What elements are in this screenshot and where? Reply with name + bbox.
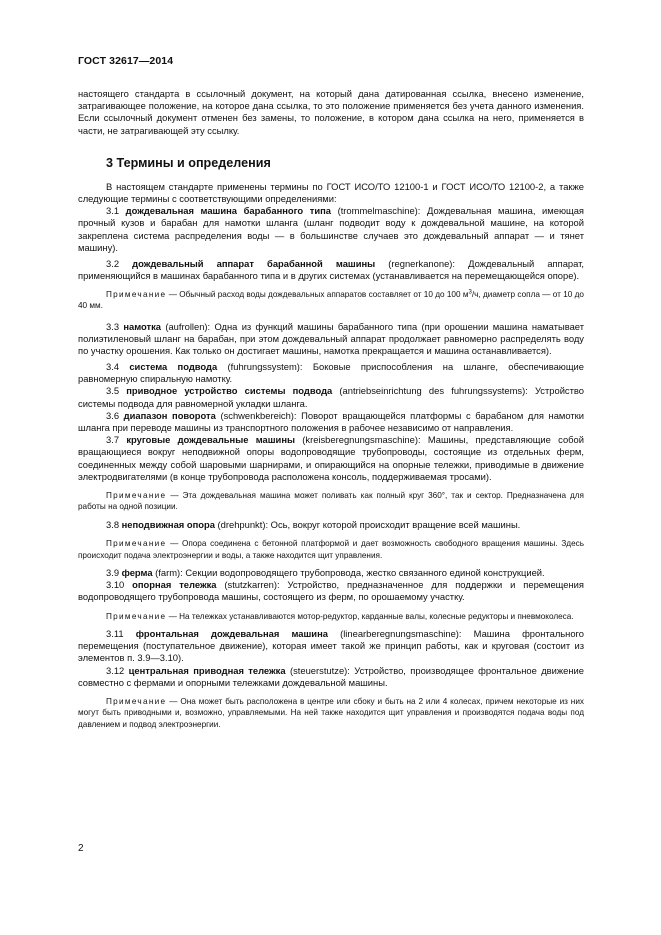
- term-definition: (trommelmaschine): Дождевальная машина, имеющая прочный кузов и барабан для намотки шланга (шланг подводит воду к дождевальной машине, на которой закреплена система распределения воды — в большинстве случаев это дождевальный аппарат — и тянет машину).: [78, 205, 584, 253]
- term-number: 3.12: [106, 664, 129, 676]
- term-name: круговые дождевальные машины: [126, 434, 295, 446]
- term-number: 3.10: [106, 579, 133, 591]
- note-label: Примечание: [106, 611, 167, 621]
- term-name: дождевальная машина барабанного типа: [125, 205, 331, 217]
- term-3-8: [78, 519, 584, 531]
- page-content: [78, 88, 584, 730]
- term-definition: (steuerstutze): Устройство, производящее фронтальное движение совместно с фермами и опорными тележками дождевальной машины.: [78, 664, 585, 688]
- term-3-10: [78, 579, 584, 603]
- note-3-8: [78, 538, 584, 561]
- term-name: система подвода: [129, 361, 218, 373]
- term-number: 3.6: [106, 409, 124, 421]
- note-3-10: [78, 611, 584, 622]
- note-text-end: /ч, диаметр сопла — от 10 до 40 мм.: [78, 290, 584, 311]
- note-label: Примечание: [106, 539, 167, 549]
- term-name: опорная тележка: [132, 579, 217, 591]
- term-3-12: [78, 665, 584, 689]
- section-heading: 3 Термины и определения: [106, 155, 271, 170]
- term-number: 3.1: [106, 205, 126, 217]
- note-3-12: [78, 696, 584, 730]
- term-3-5: [78, 385, 584, 409]
- note-3-7: [78, 490, 584, 513]
- term-number: 3.11: [106, 627, 136, 639]
- term-name: намотка: [123, 320, 162, 332]
- term-name: фронтальная дождевальная машина: [135, 627, 328, 639]
- term-3-11: [78, 628, 584, 665]
- term-number: 3.7: [106, 434, 127, 446]
- term-definition: (regnerkanone): Дождевальный аппарат, применяющийся в машинах барабанного типа и в других системах (устанавливается на перемещающейся опоре).: [78, 257, 585, 281]
- term-number: 3.4: [106, 361, 130, 373]
- term-3-7: [78, 434, 584, 483]
- note-label: Примечание: [106, 491, 167, 501]
- term-definition: (linearberegnungsmaschine): Машина фронтального перемещения (поступательное движение), которая имеет такой же принцип работы, как и круговая (состоит из элементов п. 3.9—3.10).: [78, 627, 584, 664]
- term-name: ферма: [121, 566, 153, 578]
- note-label: Примечание: [106, 290, 167, 300]
- note-text: — На тележках устанавливаются мотор-редуктор, карданные валы, колесные редукторы и пневмоколеса.: [166, 611, 574, 621]
- term-definition: (schwenkbereich): Поворот вращающейся платформы с барабаном для намотки шланга при переводе машины из транспортного положения в рабочее независимо от направления.: [78, 409, 585, 434]
- term-3-4: [78, 361, 584, 385]
- document-code-header: ГОСТ 32617—2014: [78, 55, 174, 67]
- note-3-2: [78, 289, 584, 312]
- term-3-6: [78, 410, 584, 434]
- intro-paragraph: настоящего стандарта в ссылочный документ, на который дана датированная ссылка, внесено изменение, затрагивающее положение, на которое дана ссылка, то это положение применяется без учета данного изменения. Если ссылочный документ отменен без замены, то положение, в котором дана ссылка на него, применяется в части, не затрагивающей эту ссылку.: [78, 88, 584, 136]
- note-text: — Обычный расход воды дождевальных аппаратов составляет от 10 до 100 м: [166, 290, 469, 300]
- section-lead-paragraph: В настоящем стандарте применены термины по ГОСТ ИСО/ТО 12100-1 и ГОСТ ИСО/ТО 12100-2, а также следующие термины с соответствующими определениями:: [78, 180, 584, 205]
- note-text: — Эта дождевальная машина может поливать как полный круг 360°, так и сектор. Предназначена для работы на одной позиции.: [78, 491, 584, 512]
- term-3-3: [78, 321, 584, 358]
- note-superscript: 3: [468, 289, 472, 296]
- term-number: 3.8: [106, 518, 122, 530]
- term-3-9: [78, 567, 584, 579]
- term-number: 3.5: [106, 385, 127, 397]
- term-number: 3.2: [106, 257, 133, 269]
- term-3-1: [78, 205, 584, 254]
- note-text: — Опора соединена с бетонной платформой и дает возможность свободного вращения машины. Здесь происходит подача электроэнергии и воды, а также находится щит управления.: [78, 539, 584, 560]
- term-3-2: [78, 258, 584, 282]
- term-definition: (farm): Секции водопроводящего трубопровода, жестко связанного единой конструкцией.: [152, 566, 545, 578]
- term-name: центральная приводная тележка: [128, 664, 286, 676]
- term-number: 3.9: [106, 566, 122, 578]
- term-definition: (fuhrungssystem): Боковые приспособления на шланге, обеспечивающие равномерную спиральную намотку.: [78, 361, 584, 385]
- note-text: — Она может быть расположена в центре или сбоку и быть на 2 или 4 колесах, причем некоторые из них могут быть приводными и, возможно, управляемыми. На ней также находится щит управления и производятся подача воды под давлением и подвод электроэнергии.: [78, 696, 584, 729]
- term-name: дождевальный аппарат барабанной машины: [132, 257, 376, 269]
- term-name: неподвижная опора: [121, 518, 215, 530]
- term-definition: (antriebseinrichtung des fuhrungssystems): Устройство системы подвода для равномерной укладки шланга.: [78, 385, 585, 409]
- term-definition: (kreisberegnungsmaschine): Машины, представляющие собой вращающиеся вокруг неподвижной опоры водопроводящие трубопроводы, состоящие из отдельных ферм, соединенных между собой шаровыми шарнирами, и опирающийся на опорные тележки, приводимые в движение электродвигателями (в конце трубопровода расположена консоль, поддерживаемая тросами).: [78, 434, 584, 482]
- term-number: 3.3: [106, 320, 124, 332]
- term-definition: (aufrollen): Одна из функций машины барабанного типа (при орошении машина наматывает полиэтиленовый шланг на барабан, при этом дождевальный аппарат продолжает равномерно распределять воду по участку орошения. Как только он достигает машины, намотка прекращается и машина останавливается).: [78, 320, 585, 357]
- term-definition: (drehpunkt): Ось, вокруг которой происходит вращение всей машины.: [214, 518, 521, 530]
- term-name: приводное устройство системы подвода: [126, 385, 333, 397]
- term-name: диапазон поворота: [123, 409, 216, 421]
- page-number: 2: [78, 843, 84, 854]
- term-definition: (stutzkarren): Устройство, предназначенное для поддержки и перемещения водопроводящего трубопровода машины, состоящего из ферм, по орошаемому участку.: [78, 579, 584, 603]
- note-label: Примечание: [106, 696, 167, 706]
